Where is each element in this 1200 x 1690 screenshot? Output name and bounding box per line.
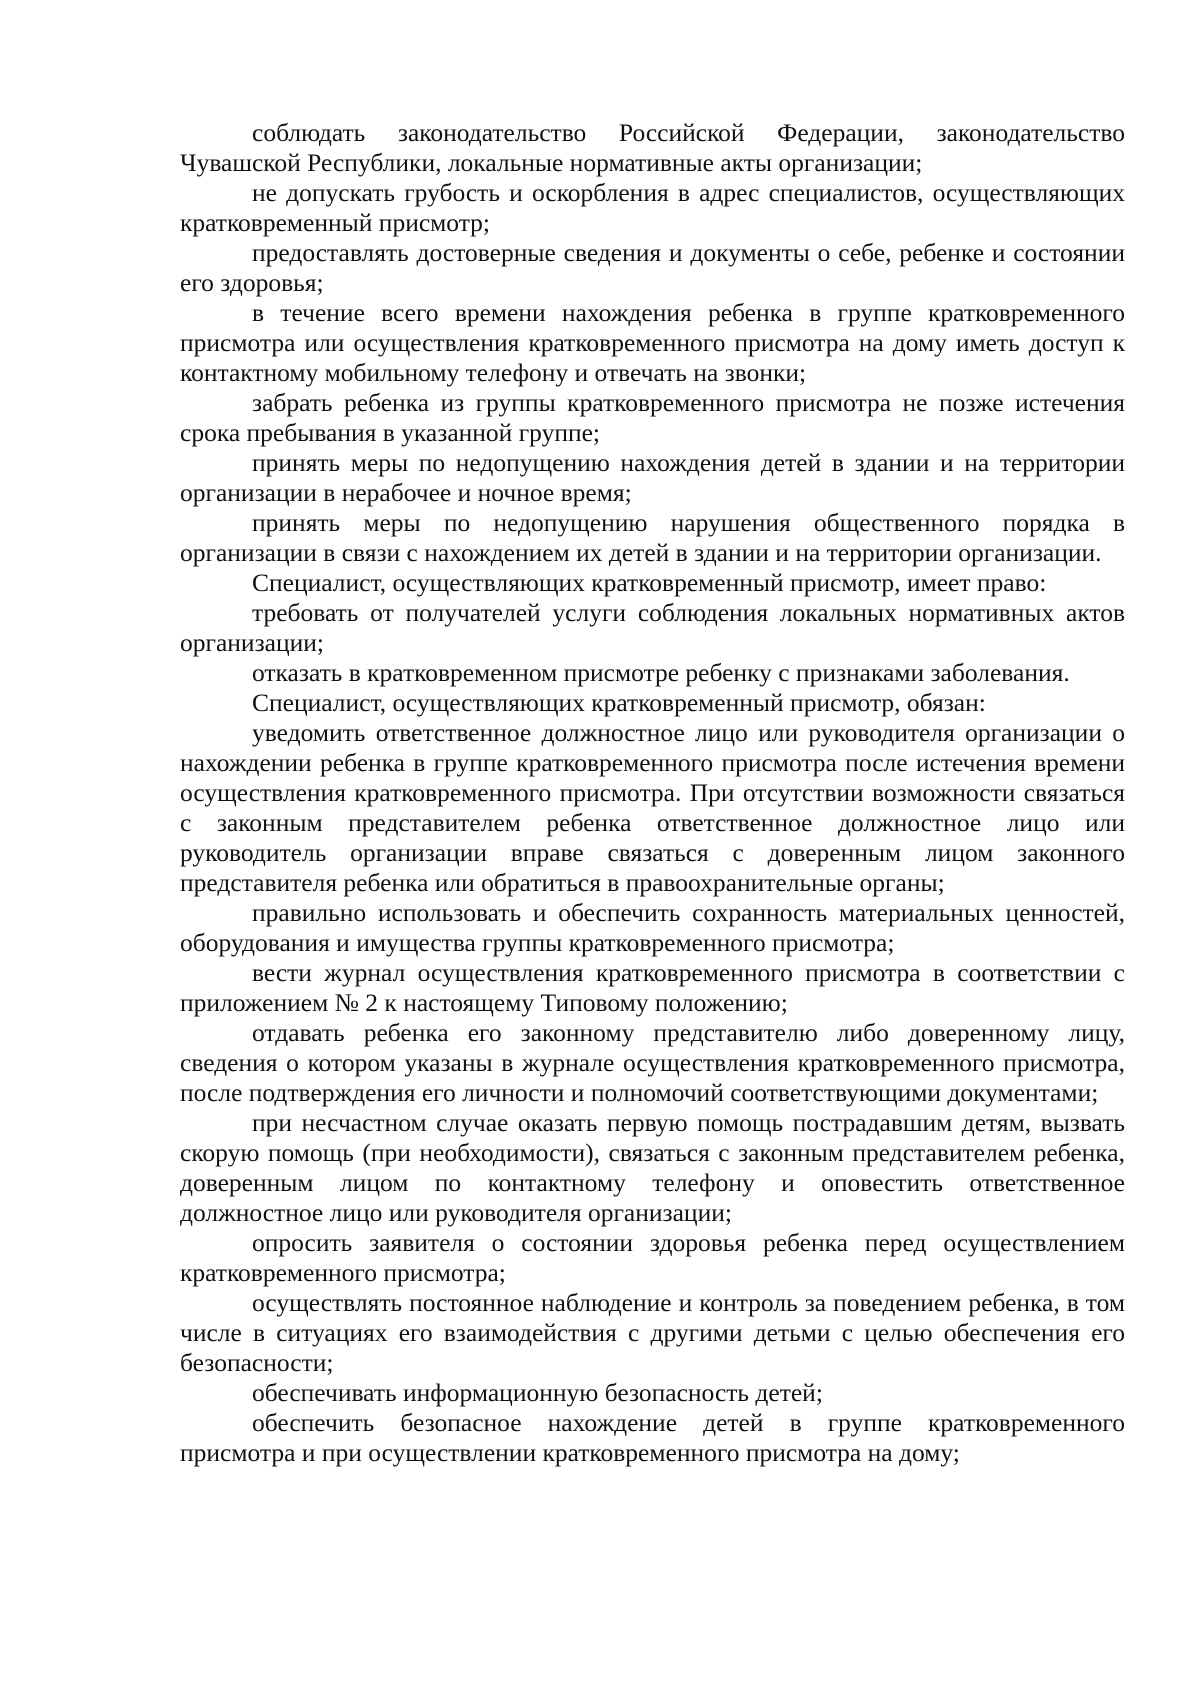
paragraph: при несчастном случае оказать первую помощь пострадавшим детям, вызвать скорую помощь (при необходимости), связаться с законным представителем ребенка, доверенным лицом по контактному телефону и оповестить ответственное должностное лицо или руководителя организации; [180,1108,1125,1227]
paragraph: опросить заявителя о состоянии здоровья ребенка перед осуществлением кратковременного присмотра; [180,1228,1125,1287]
paragraph: требовать от получателей услуги соблюдения локальных нормативных актов организации; [180,598,1125,657]
paragraph: принять меры по недопущению нарушения общественного порядка в организации в связи с нахождением их детей в здании и на территории организации. [180,508,1125,567]
paragraph: обеспечить безопасное нахождение детей в группе кратковременного присмотра и при осуществлении кратковременного присмотра на дому; [180,1408,1125,1467]
paragraph: не допускать грубость и оскорбления в адрес специалистов, осуществляющих кратковременный присмотр; [180,178,1125,237]
paragraph: отказать в кратковременном присмотре ребенку с признаками заболевания. [252,658,1070,687]
paragraph: соблюдать законодательство Российской Федерации, законодательство Чувашской Республики, локальные нормативные акты организации; [180,118,1125,177]
paragraph-heading: Специалист, осуществляющих кратковременный присмотр, обязан: [252,688,986,717]
paragraph: уведомить ответственное должностное лицо или руководителя организации о нахождении ребенка в группе кратковременного присмотра после истечения времени осуществления кратковременного присмотра. При отсутствии возможности связаться с законным представителем ребенка ответственное должностное лицо или руководитель организации вправе связаться с доверенным лицом законного представителя ребенка или обратиться в правоохранительные органы; [180,718,1125,897]
paragraph: осуществлять постоянное наблюдение и контроль за поведением ребенка, в том числе в ситуациях его взаимодействия с другими детьми с целью обеспечения его безопасности; [180,1288,1125,1377]
paragraph: вести журнал осуществления кратковременного присмотра в соответствии с приложением № 2 к настоящему Типовому положению; [180,958,1125,1017]
document-body [180,118,1125,1468]
paragraph-heading: Специалист, осуществляющих кратковременный присмотр, имеет право: [252,568,1047,597]
paragraph: принять меры по недопущению нахождения детей в здании и на территории организации в нерабочее и ночное время; [180,448,1125,507]
paragraph: отдавать ребенка его законному представителю либо доверенному лицу, сведения о котором указаны в журнале осуществления кратковременного присмотра, после подтверждения его личности и полномочий соответствующими документами; [180,1018,1125,1107]
paragraph: предоставлять достоверные сведения и документы о себе, ребенке и состоянии его здоровья; [180,238,1125,297]
paragraph: обеспечивать информационную безопасность детей; [252,1378,823,1407]
paragraph: забрать ребенка из группы кратковременного присмотра не позже истечения срока пребывания в указанной группе; [180,388,1125,447]
paragraph: в течение всего времени нахождения ребенка в группе кратковременного присмотра или осуществления кратковременного присмотра на дому иметь доступ к контактному мобильному телефону и отвечать на звонки; [180,298,1125,387]
paragraph: правильно использовать и обеспечить сохранность материальных ценностей, оборудования и имущества группы кратковременного присмотра; [180,898,1125,957]
